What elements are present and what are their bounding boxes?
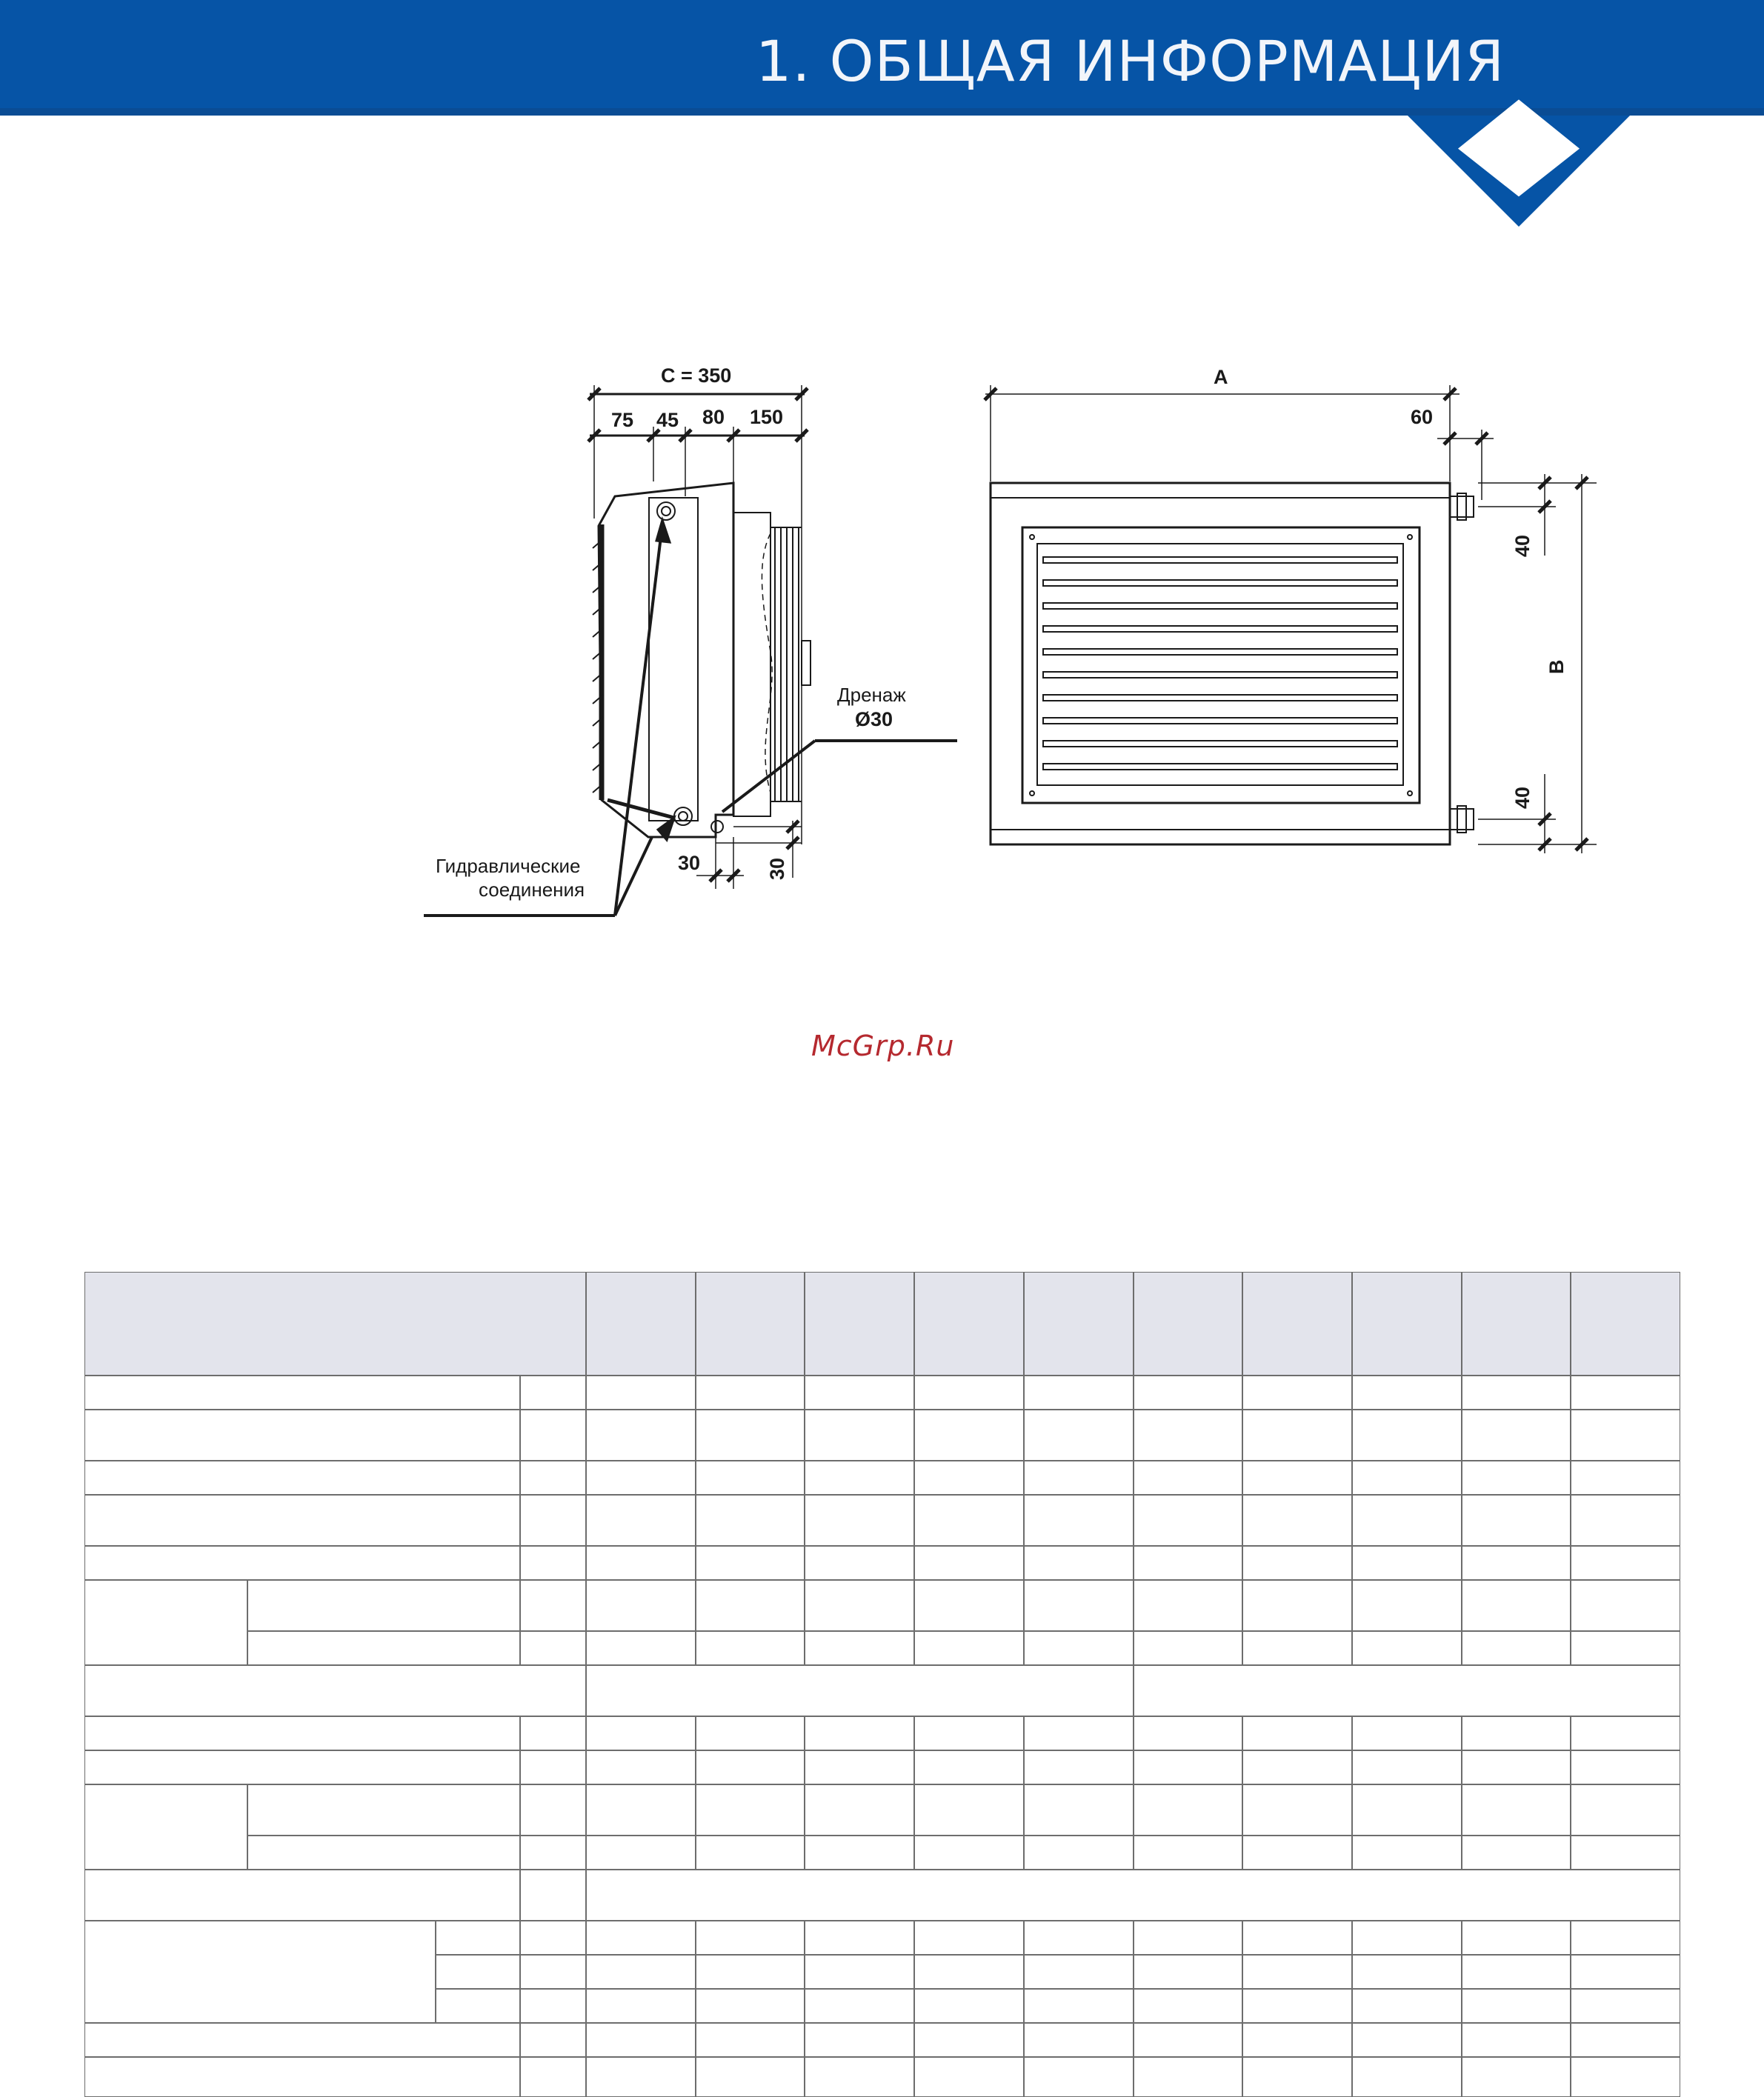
spec-table — [84, 1272, 1680, 2097]
side-view — [424, 385, 957, 916]
label-drain: Дренаж — [837, 684, 906, 706]
label-drain-diameter: Ø30 — [855, 708, 893, 730]
label-hydraulic-line2: соединения — [479, 879, 585, 901]
bottom-pipe-connector — [1450, 809, 1474, 830]
grille-frame — [1022, 527, 1419, 803]
drawing-notes — [436, 684, 906, 901]
table-header-row — [84, 1272, 1680, 1376]
header-diamond-badge — [1408, 81, 1630, 230]
label-30-h: 30 — [678, 852, 701, 874]
label-c-total: C = 350 — [661, 364, 732, 387]
top-pipe-connector — [1450, 496, 1474, 517]
label-b: B — [1545, 659, 1568, 674]
label-150: 150 — [750, 406, 784, 428]
label-80: 80 — [702, 406, 725, 428]
label-hydraulic-line1: Гидравлические — [436, 855, 581, 877]
bottom-connector — [674, 807, 692, 825]
top-connector — [657, 502, 675, 520]
label-40-top: 40 — [1511, 534, 1534, 557]
label-60: 60 — [1411, 406, 1434, 428]
label-a: A — [1214, 366, 1228, 388]
drain-fitting — [711, 821, 723, 833]
top-connector-inner — [662, 507, 670, 516]
fan-motor-box — [802, 641, 811, 685]
hydraulic-leader-arrow — [608, 800, 674, 818]
page-title: 1. ОБЩАЯ ИНФОРМАЦИЯ — [756, 28, 1505, 94]
label-45: 45 — [656, 409, 679, 431]
technical-drawing — [0, 326, 1764, 993]
bottom-connector-inner — [679, 812, 688, 821]
label-40-bottom: 40 — [1511, 786, 1534, 809]
grille-slats — [1043, 557, 1397, 770]
label-75: 75 — [611, 409, 634, 431]
bottom-pipe-nut — [1457, 806, 1466, 833]
arrow-head — [656, 520, 670, 542]
grille-screw — [1030, 535, 1034, 539]
label-30-v: 30 — [766, 857, 788, 880]
top-pipe-nut — [1457, 493, 1466, 520]
front-housing — [991, 483, 1450, 844]
watermark: McGrp.Ru — [811, 1030, 955, 1062]
grille-screw — [1408, 535, 1412, 539]
hydraulic-leader-to-top — [615, 524, 662, 916]
fan-guard-grid — [770, 527, 802, 801]
grille-screw — [1030, 791, 1034, 796]
grille-screw — [1408, 791, 1412, 796]
table-grid — [84, 1272, 1680, 2097]
coil-slot — [649, 498, 698, 821]
front-view — [985, 385, 1597, 853]
fan-mount-plate — [733, 513, 770, 816]
